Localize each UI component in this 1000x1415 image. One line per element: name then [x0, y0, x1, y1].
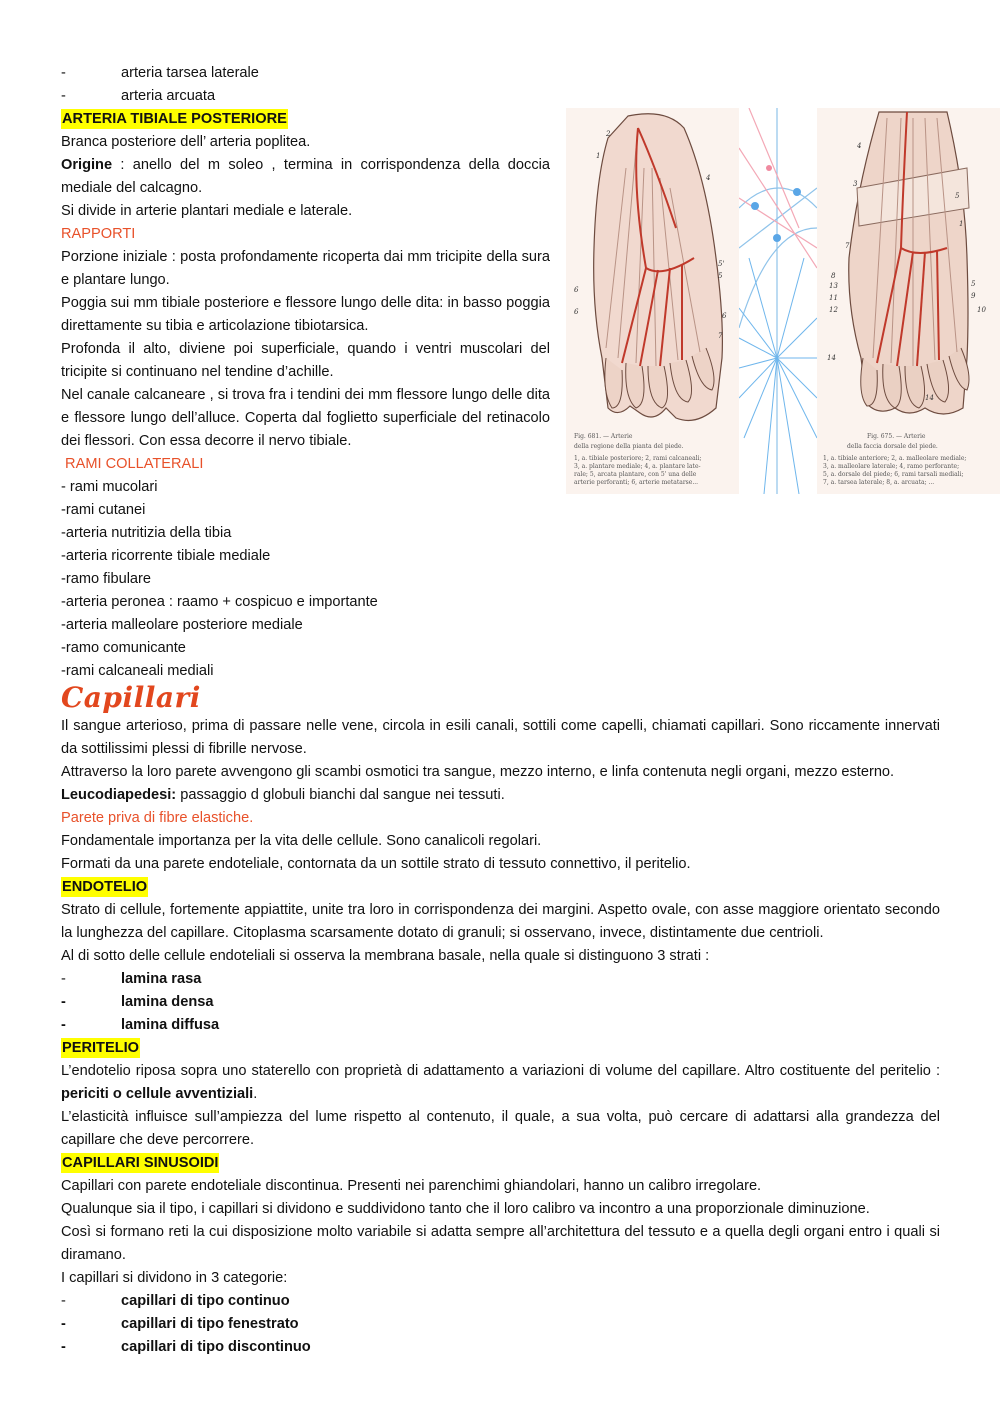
heading-arteria-tibiale-posteriore: ARTERIA TIBIALE POSTERIORE [62, 111, 287, 127]
svg-text:1, a. tibiale posteriore; 2, r: 1, a. tibiale posteriore; 2, rami calcaneali; [574, 455, 702, 462]
svg-text:11: 11 [829, 294, 838, 302]
origine-label: Origine [61, 157, 113, 173]
svg-text:9: 9 [971, 292, 976, 300]
svg-text:14: 14 [827, 354, 836, 362]
foot-illustration [817, 108, 1000, 494]
svg-text:10: 10 [977, 306, 986, 314]
svg-text:4: 4 [706, 174, 711, 182]
heading-endotelio: ENDOTELIO [62, 879, 148, 895]
paragraph: Porzione iniziale : posta profondamente ricoperta dai mm tricipite della sura e plantare lungo. [61, 249, 550, 288]
foot-dorsal-arteries-figure [817, 108, 1000, 494]
svg-text:1: 1 [596, 152, 601, 160]
svg-text:della regione della pianta del: della regione della pianta del piede. [574, 443, 684, 450]
paragraph: Nel canale calcaneare , si trova fra i tendini dei mm flessore lungo delle dita e flessore lungo dell’alluce. Coperta dal foglietto superficiale del retinacolo dei flessori. Con essa decorre il nervo tibiale. [61, 387, 550, 449]
foot-plantar-arteries-figure [566, 108, 739, 494]
svg-text:5, a. dorsale del piede; 6, ra: 5, a. dorsale del piede; 6, rami tarsali mediali; [823, 471, 964, 478]
svg-text:6: 6 [722, 312, 727, 320]
svg-text:12: 12 [829, 306, 838, 314]
svg-text:Fig. 681. — Arterie: Fig. 681. — Arterie [574, 433, 633, 440]
svg-text:rale; 5, arcata plantare, con: rale; 5, arcata plantare, con 5' una delle [574, 471, 697, 478]
svg-text:6: 6 [574, 286, 579, 294]
paragraph: Qualunque sia il tipo, i capillari si dividono e suddividono tanto che il loro calibro va incontro a una proporzionale diminuzione. [61, 1201, 870, 1217]
list-item: - capillari di tipo discontinuo [61, 1339, 311, 1355]
list-item: -arteria peronea : raamo + cospicuo e importante [61, 594, 378, 610]
list-item: - lamina densa [61, 994, 214, 1010]
heading-rapporti: RAPPORTI [61, 226, 136, 242]
capillari-section [61, 681, 940, 1359]
heading-peritelio: PERITELIO [62, 1040, 140, 1056]
heading-capillari-sinusoidi: CAPILLARI SINUSOIDI [62, 1155, 219, 1171]
top-column [61, 62, 550, 683]
parete-note: Parete priva di fibre elastiche. [61, 810, 254, 826]
svg-text:14: 14 [925, 394, 934, 402]
paragraph: Il sangue arterioso, prima di passare nelle vene, circola in esili canali, sottili come capelli, chiamati capillari. Sono riccamente innervati da sottilissimi plessi di fibrille nervose. [61, 718, 940, 757]
heading-rami-collaterali: RAMI COLLATERALI [61, 456, 204, 472]
paragraph: Si divide in arterie plantari mediale e laterale. [61, 203, 353, 219]
paragraph-origine: Origine : anello del m soleo , termina in corrispondenza della doccia mediale del calcagno. [61, 157, 550, 196]
paragraph: Attraverso la loro parete avvengono gli scambi osmotici tra sangue, mezzo interno, e linfa contenuta negli organi, mezzo esterno. [61, 764, 895, 780]
list-item: - rami mucolari [61, 479, 158, 495]
paragraph: Profonda il alto, diviene poi superficiale, quando i ventri muscolari del tricipite si continuano nel tendine d’achille. [61, 341, 550, 380]
svg-text:Fig. 675. — Arterie: Fig. 675. — Arterie [867, 433, 926, 440]
paragraph: Così si formano reti la cui disposizione molto variabile si adatta sempre all’architettura del tessuto e a quella degli organi entro i quali si diramano. [61, 1224, 940, 1263]
svg-text:1: 1 [959, 220, 964, 228]
paragraph: Poggia sui mm tibiale posteriore e flessore lungo delle dita: in basso poggia direttamente su tibia e articolazione tibiotarsica. [61, 295, 550, 334]
paragraph: Fondamentale importanza per la vita delle cellule. Sono canalicoli regolari. [61, 833, 542, 849]
svg-text:5: 5 [971, 280, 976, 288]
list-item: -arteria ricorrente tibiale mediale [61, 548, 271, 564]
paragraph: Al di sotto delle cellule endoteliali si osserva la membrana basale, nella quale si distinguono 3 strati : [61, 948, 710, 964]
leucodiapedesi-label: Leucodiapedesi: [61, 787, 177, 803]
list-item: -ramo comunicante [61, 640, 186, 656]
list-item: - lamina rasa [61, 971, 202, 987]
list-item: - capillari di tipo continuo [61, 1293, 290, 1309]
list-item: - arteria tarsea laterale [61, 65, 259, 81]
svg-text:arterie perforanti; 6, arterie: arterie perforanti; 6, arterie metatarse... [574, 479, 699, 486]
list-item: -arteria malleolare posteriore mediale [61, 617, 303, 633]
svg-text:5: 5 [955, 192, 960, 200]
svg-text:8: 8 [831, 272, 836, 280]
svg-text:4: 4 [857, 142, 862, 150]
list-item: - lamina diffusa [61, 1017, 220, 1033]
svg-text:7: 7 [845, 242, 850, 250]
foot-illustration [566, 108, 739, 494]
paragraph: L’elasticità influisce sull’ampiezza del lume rispetto al contenuto, il quale, a sua volta, può cercare di adattarsi alla grandezza del capillare che deve percorrere. [61, 1109, 940, 1148]
radial-lines-graphic [739, 108, 817, 494]
svg-text:3: 3 [853, 180, 858, 188]
list-item: -ramo fibulare [61, 571, 152, 587]
list-item: - capillari di tipo fenestrato [61, 1316, 299, 1332]
paragraph: Capillari con parete endoteliale discontinua. Presenti nei parenchimi ghiandolari, hanno un calibro irregolare. [61, 1178, 762, 1194]
svg-text:3, a. plantare mediale; 4, a.: 3, a. plantare mediale; 4, a. plantare late- [574, 463, 701, 470]
svg-text:5: 5 [718, 272, 723, 280]
list-item: - arteria arcuata [61, 88, 216, 104]
paragraph: I capillari si dividono in 3 categorie: [61, 1270, 288, 1286]
background-diagram [739, 108, 817, 494]
list-item: -arteria nutritizia della tibia [61, 525, 232, 541]
svg-text:della faccia dorsale del piede: della faccia dorsale del piede. [847, 443, 938, 450]
list-item: -rami calcaneali mediali [61, 663, 214, 679]
list-item: -rami cutanei [61, 502, 146, 518]
section-title-capillari: Capillari [61, 681, 201, 714]
paragraph: Strato di cellule, fortemente appiattite, unite tra loro in corrispondenza dei margini. Aspetto ovale, con asse maggiore orientato secondo la lunghezza del capillare. Citoplasma scarsamente dotato di granuli; si osservano, invece, distintamente due centrioli. [61, 902, 940, 941]
paragraph: L’endotelio riposa sopra uno staterello con proprietà di adattamento a variazioni di volume del capillare. Altro costituente del peritelio : periciti o cellule avventiziali. [61, 1063, 940, 1102]
svg-text:5': 5' [718, 260, 725, 268]
svg-text:7, a. tarsea laterale; 8, a. a: 7, a. tarsea laterale; 8, a. arcuata; ... [823, 479, 935, 486]
paragraph: Branca posteriore dell’ arteria poplitea. [61, 134, 311, 150]
svg-text:6: 6 [574, 308, 579, 316]
paragraph-leucodiapedesi: Leucodiapedesi: passaggio d globuli bianchi dal sangue nei tessuti. [61, 787, 505, 803]
svg-text:2: 2 [606, 130, 611, 138]
svg-text:7: 7 [718, 332, 723, 340]
svg-text:13: 13 [829, 282, 838, 290]
svg-text:3, a. malleolare laterale; 4,: 3, a. malleolare laterale; 4, ramo perforante; [823, 463, 960, 470]
paragraph: Formati da una parete endoteliale, contornata da un sottile strato di tessuto connettivo, il peritelio. [61, 856, 691, 872]
svg-text:1, a. tibiale anteriore; 2, a.: 1, a. tibiale anteriore; 2, a. malleolare mediale; [823, 455, 967, 462]
